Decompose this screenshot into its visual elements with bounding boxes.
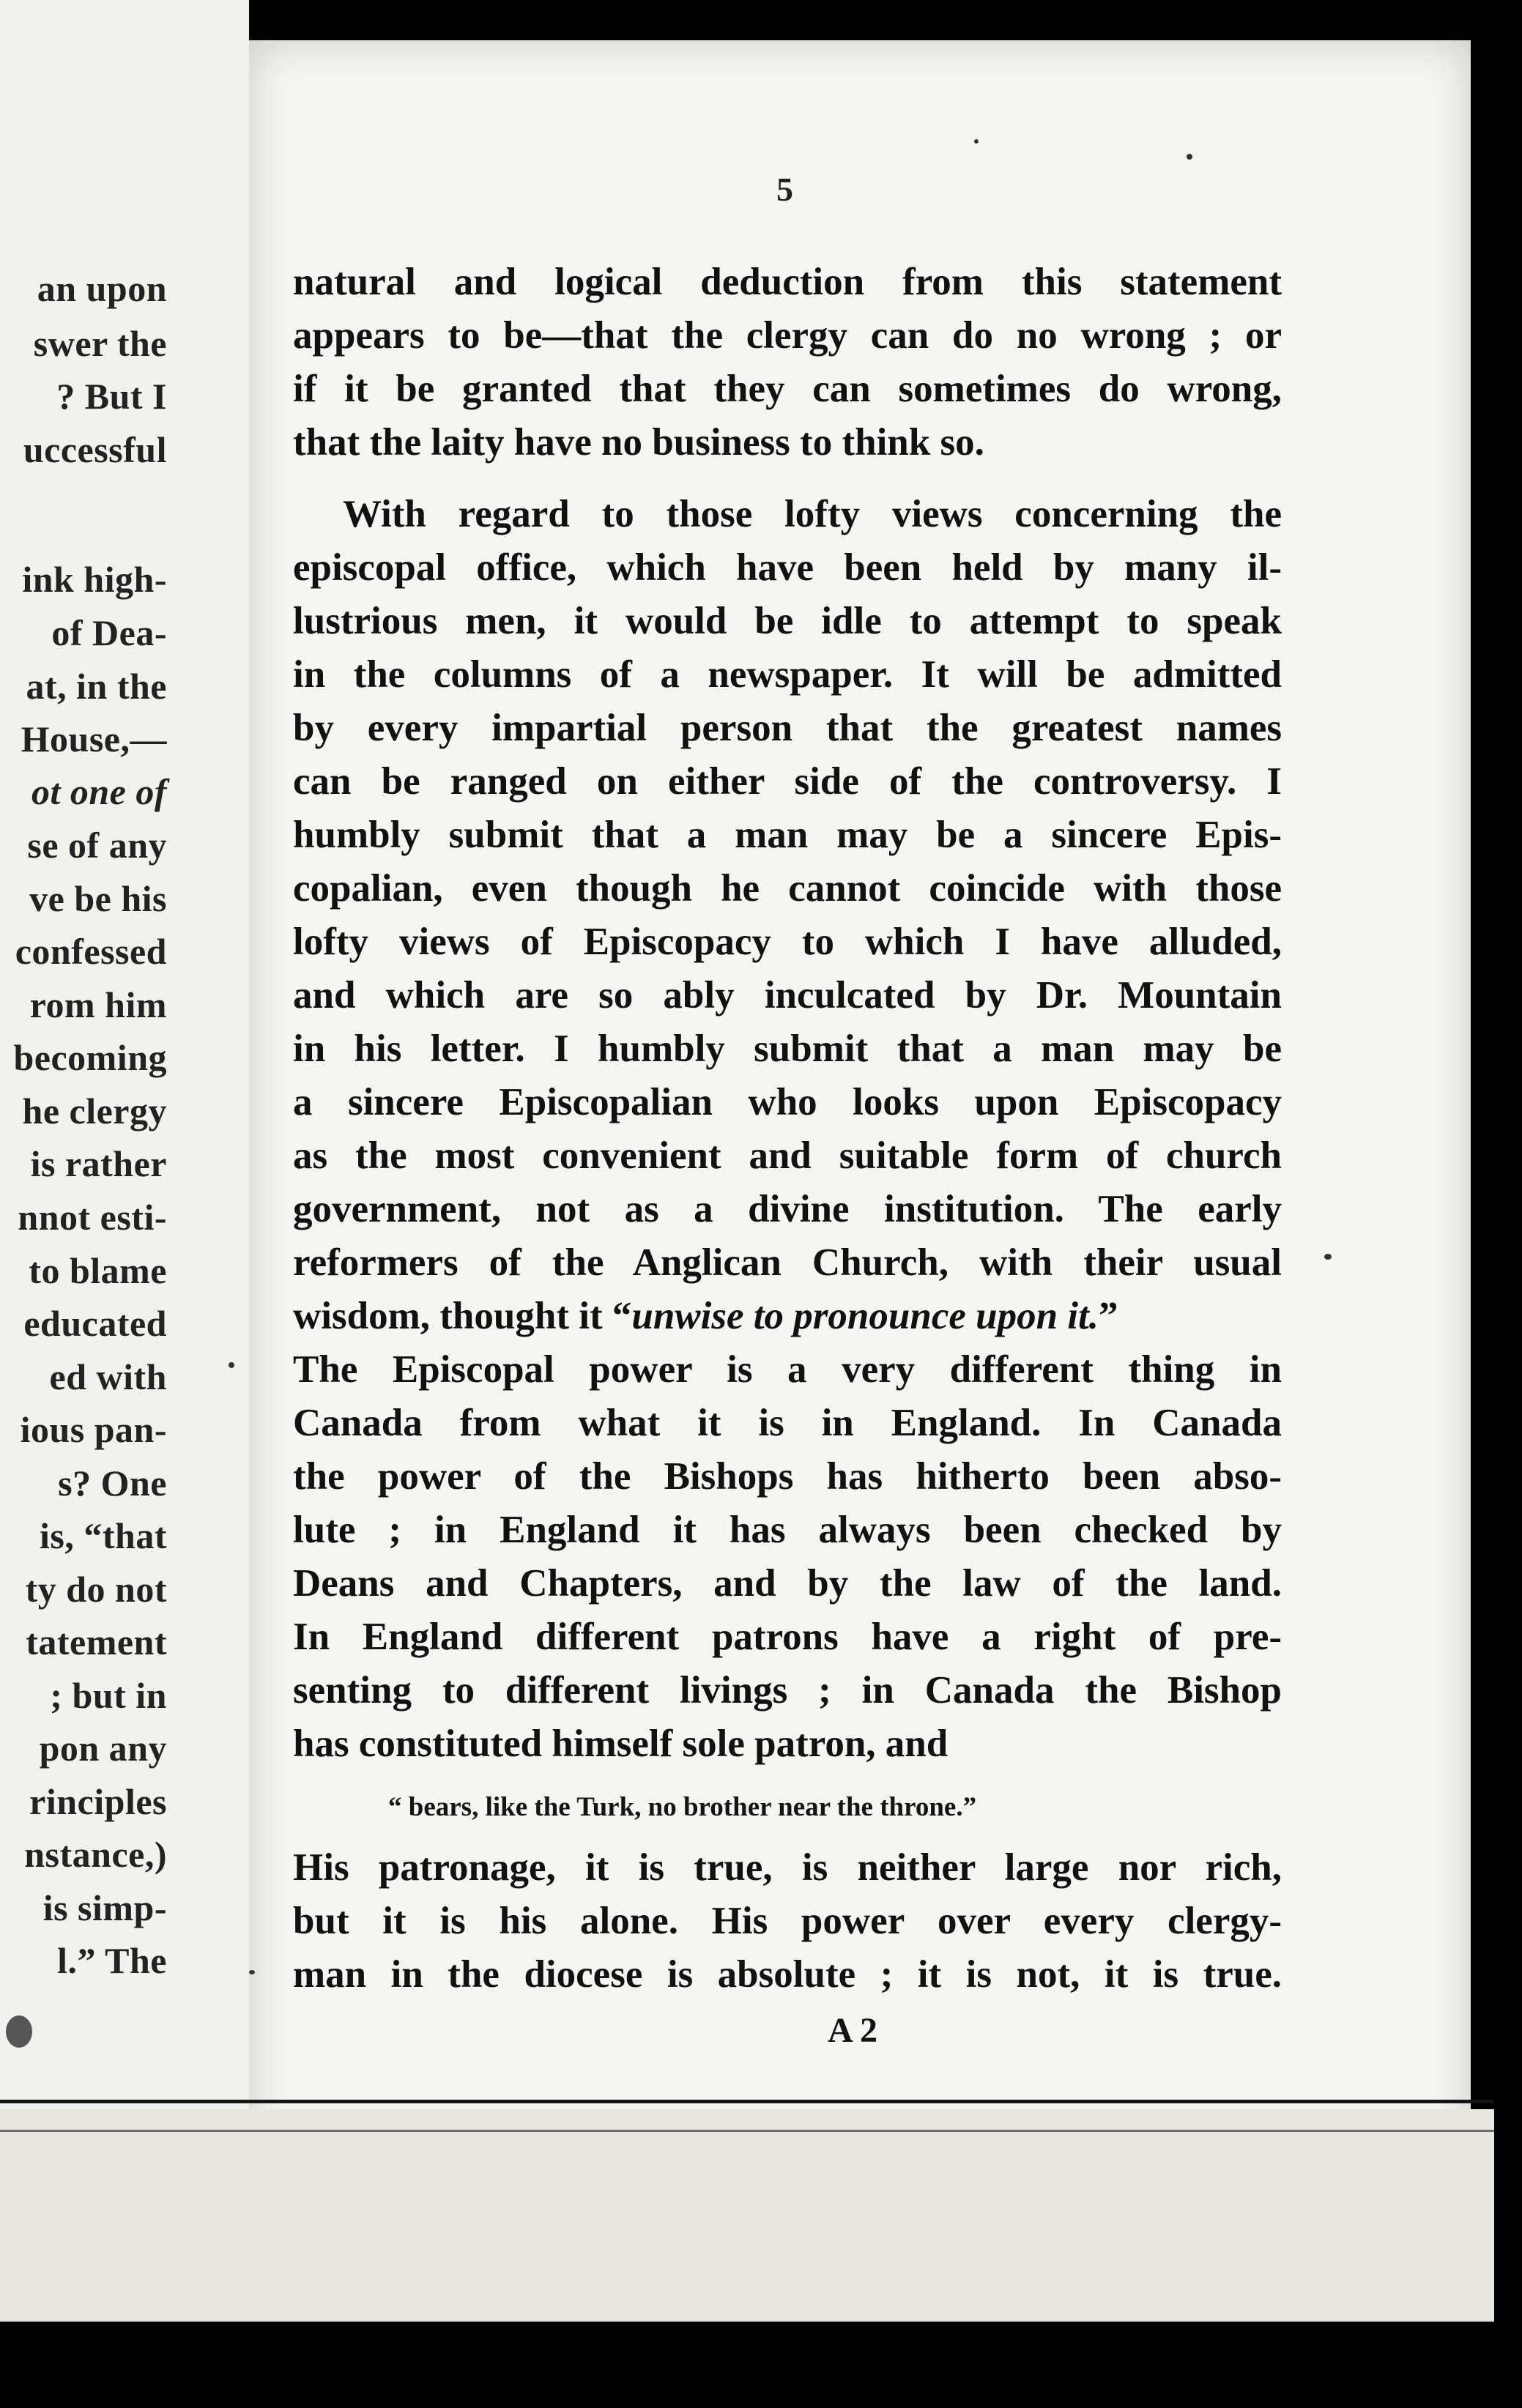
scan-speck [974,139,979,144]
prev-page-fragment: s? One [58,1463,167,1504]
text-line: With regard to those lofty views concerning the [343,493,1282,535]
prev-page-fragment: an upon [37,268,167,309]
text-line: The Episcopal power is a very different thing in [293,1348,1282,1391]
prev-page-fragment: at, in the [26,666,167,707]
text-line: lustrious men, it would be idle to attempt to speak [293,600,1282,642]
prev-page-fragment: House,— [21,718,167,759]
text-span: wisdom, thought it “ [293,1295,632,1337]
text-line: has constituted himself sole patron, and [293,1723,949,1765]
block-quote: “ bears, like the Turk, no brother near the throne.” [388,1792,977,1822]
text-line: can be ranged on either side of the controversy. I [293,760,1282,803]
prev-page-fragment: is rather [30,1143,167,1184]
prev-page-fragment: to blame [29,1250,167,1291]
prev-page-fragment: is simp- [42,1887,167,1928]
text-line-with-italic [293,1294,1282,1338]
prev-page-fragment: pon any [39,1728,167,1769]
text-line: man in the diocese is absolute ; it is not, it is true. [293,1953,1282,1996]
text-line: the power of the Bishops has hitherto been abso- [293,1455,1282,1498]
prev-page-fragment: ty do not [25,1569,167,1610]
italic-quote: unwise to pronounce upon it. [631,1295,1099,1337]
signature-mark: A 2 [828,2011,878,2050]
text-line: natural and logical deduction from this statement [293,261,1282,303]
text-line: copalian, even though he cannot coincide with those [293,867,1282,910]
text-line: if it be granted that they can sometimes do wrong, [293,368,1282,410]
prev-page-fragment: nstance,) [24,1834,167,1875]
prev-page-fragment: se of any [27,825,167,866]
prev-page-fragment: ink high- [22,559,167,600]
text-line: in his letter. I humbly submit that a man may be [293,1028,1282,1070]
text-line: humbly submit that a man may be a sincere Epis- [293,814,1282,856]
prev-page-fragment: is, “that [40,1515,167,1556]
prev-page-fragment: he clergy [22,1090,167,1131]
prev-page-fragment: uccessful [23,429,167,470]
prev-page-fragment: swer the [33,323,167,364]
text-line: in the columns of a newspaper. It will be admitted [293,653,1282,696]
prev-page-fragment: rinciples [29,1781,167,1822]
text-line: lofty views of Episcopacy to which I have alluded, [293,921,1282,963]
ink-blot [6,2015,32,2048]
scan-speck [1187,154,1192,160]
page-edge-line [0,2130,1494,2132]
text-line: as the most convenient and suitable form of church [293,1134,1282,1177]
prev-page-fragment: of Dea- [51,612,167,653]
text-line: government, not as a divine institution. The early [293,1188,1282,1230]
page-bottom-margin [0,2109,1494,2322]
prev-page-fragment: ? But I [56,376,167,417]
text-line: that the laity have no business to think so. [293,421,984,464]
text-line: Deans and Chapters, and by the law of the land. [293,1562,1282,1605]
prev-page-fragment: educated [23,1303,167,1344]
text-line: and which are so ably inculcated by Dr. Mountain [293,974,1282,1017]
scan-speck [229,1362,234,1368]
text-line: Canada from what it is in England. In Canada [293,1402,1282,1444]
text-line: reformers of the Anglican Church, with their usual [293,1241,1282,1284]
prev-page-fragment: ot one of [31,771,167,812]
prev-page-fragment: ; but in [50,1675,167,1716]
prev-page-fragment: confessed [15,931,167,972]
prev-page-fragment: ious pan- [20,1409,167,1450]
prev-page-fragment: ed with [49,1356,167,1397]
prev-page-fragment: ve be his [29,878,167,919]
text-line: In England different patrons have a right of pre- [293,1616,1282,1658]
prev-page-fragment: l.” The [57,1940,167,1981]
text-span: ” [1099,1295,1118,1337]
prev-page-fragment: rom him [29,984,167,1025]
prev-page-fragment: nnot esti- [18,1197,167,1238]
text-line: lute ; in England it has always been checked by [293,1509,1282,1551]
text-line: episcopal office, which have been held by many il- [293,546,1282,589]
text-line: by every impartial person that the greatest names [293,707,1282,749]
page-number: 5 [776,171,793,208]
prev-page-fragment: becoming [13,1037,167,1078]
text-line: His patronage, it is true, is neither large nor rich, [293,1846,1282,1889]
prev-page-fragment: tatement [26,1621,167,1662]
text-line: appears to be—that the clergy can do no wrong ; or [293,314,1282,357]
page-edge-line [0,2100,1494,2103]
text-line: a sincere Episcopalian who looks upon Episcopacy [293,1081,1282,1123]
text-line: but it is his alone. His power over every clergy- [293,1900,1282,1942]
scan-speck [1324,1254,1332,1260]
previous-page-edge [0,0,249,2109]
scan-speck [249,1970,255,1974]
text-line: senting to different livings ; in Canada the Bishop [293,1669,1282,1712]
